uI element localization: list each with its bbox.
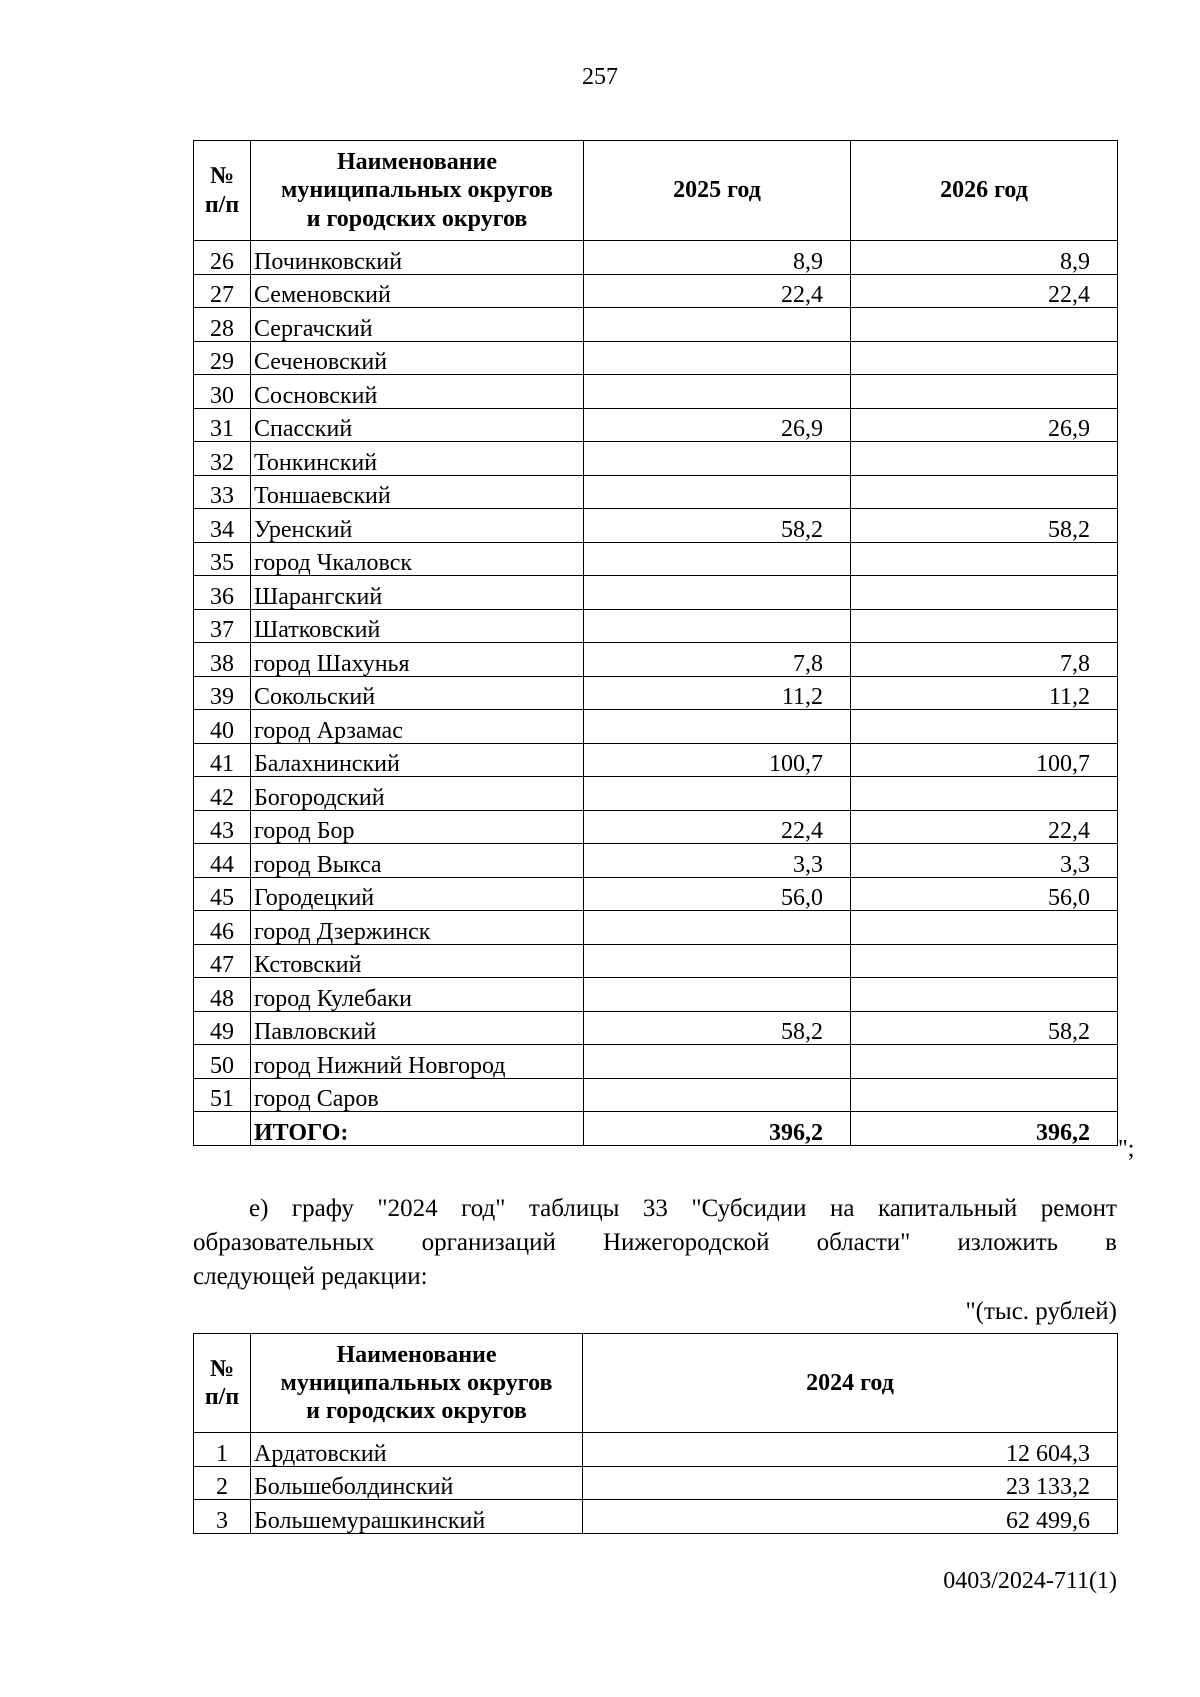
table-row (194, 475, 1118, 509)
row-value-2026: 22,4 (851, 274, 1118, 308)
table-row (194, 442, 1118, 476)
row-name: Сеченовский (251, 341, 584, 375)
row-value-2026 (851, 1078, 1118, 1112)
header-2026: 2026 год (851, 141, 1118, 241)
table-row (194, 676, 1118, 710)
table-row (194, 1433, 1118, 1467)
table-row (194, 911, 1118, 945)
row-name: Сергачский (251, 308, 584, 342)
row-name: Ардатовский (251, 1433, 583, 1467)
table-row (194, 576, 1118, 610)
header-name: Наименование муниципальных округов и городских округов (251, 141, 584, 241)
row-num: 42 (194, 777, 251, 811)
row-num: 49 (194, 1011, 251, 1045)
row-name: Балахнинский (251, 743, 584, 777)
row-value-2026 (851, 442, 1118, 476)
row-name: город Кулебаки (251, 978, 584, 1012)
row-value-2025: 58,2 (584, 1011, 851, 1045)
row-num: 48 (194, 978, 251, 1012)
table-row (194, 743, 1118, 777)
row-name: Кстовский (251, 944, 584, 978)
row-num: 51 (194, 1078, 251, 1112)
row-value-2025 (584, 1078, 851, 1112)
row-value-2025 (584, 375, 851, 409)
row-value-2025: 22,4 (584, 810, 851, 844)
total-2025: 396,2 (584, 1112, 851, 1146)
row-name: город Выкса (251, 844, 584, 878)
header-num: № п/п (194, 141, 251, 241)
row-num: 36 (194, 576, 251, 610)
row-num: 50 (194, 1045, 251, 1079)
table-row (194, 609, 1118, 643)
row-num: 32 (194, 442, 251, 476)
row-value-2025 (584, 777, 851, 811)
row-num: 31 (194, 408, 251, 442)
row-value-2026: 3,3 (851, 844, 1118, 878)
row-value-2026: 22,4 (851, 810, 1118, 844)
page-number: 257 (582, 64, 618, 90)
row-value-2026 (851, 475, 1118, 509)
row-value-2025: 3,3 (584, 844, 851, 878)
table-row (194, 375, 1118, 409)
table-row (194, 777, 1118, 811)
row-num: 45 (194, 877, 251, 911)
table-row (194, 1500, 1118, 1534)
table-row (194, 408, 1118, 442)
row-num: 2 (194, 1466, 251, 1500)
row-value-2026 (851, 576, 1118, 610)
row-value-2026: 26,9 (851, 408, 1118, 442)
row-value-2025 (584, 1045, 851, 1079)
row-num: 1 (194, 1433, 251, 1467)
row-name: Тонкинский (251, 442, 584, 476)
table-closing-quote: "; (1118, 1136, 1135, 1162)
row-value-2026: 100,7 (851, 743, 1118, 777)
header-2025: 2025 год (584, 141, 851, 241)
row-name: Семеновский (251, 274, 584, 308)
row-value-2025: 56,0 (584, 877, 851, 911)
row-name: Павловский (251, 1011, 584, 1045)
row-name: город Чкаловск (251, 542, 584, 576)
document-code: 0403/2024-711(1) (943, 1568, 1117, 1594)
row-value-2025 (584, 710, 851, 744)
row-num: 44 (194, 844, 251, 878)
table-row (194, 710, 1118, 744)
row-value-2025 (584, 978, 851, 1012)
row-value-2025: 11,2 (584, 676, 851, 710)
row-num: 40 (194, 710, 251, 744)
row-value-2024: 62 499,6 (583, 1500, 1118, 1534)
row-value-2025 (584, 475, 851, 509)
row-num: 33 (194, 475, 251, 509)
row-num: 39 (194, 676, 251, 710)
paragraph-line-3: следующей редакции: (193, 1263, 428, 1290)
total-label: ИТОГО: (251, 1112, 584, 1146)
row-value-2026: 58,2 (851, 1011, 1118, 1045)
paragraph-line-2: образовательных организаций Нижегородской области" изложить в (193, 1229, 1117, 1256)
table-row (194, 341, 1118, 375)
row-name: Тоншаевский (251, 475, 584, 509)
paragraph-text-1: е) графу "2024 год" таблицы 33 "Субсидии на капитальный ремонт (249, 1195, 1117, 1222)
row-num: 46 (194, 911, 251, 945)
paragraph-line-1 (193, 1192, 1117, 1226)
row-value-2026 (851, 777, 1118, 811)
row-num: 26 (194, 241, 251, 275)
row-value-2026 (851, 710, 1118, 744)
row-value-2025 (584, 944, 851, 978)
row-num: 43 (194, 810, 251, 844)
row-num: 38 (194, 643, 251, 677)
row-name: Сосновский (251, 375, 584, 409)
row-name: город Дзержинск (251, 911, 584, 945)
row-name: Спасский (251, 408, 584, 442)
table-row (194, 542, 1118, 576)
row-value-2024: 23 133,2 (583, 1466, 1118, 1500)
row-num: 34 (194, 509, 251, 543)
row-value-2026 (851, 1045, 1118, 1079)
table-row (194, 643, 1118, 677)
table-row (194, 978, 1118, 1012)
row-value-2025 (584, 542, 851, 576)
row-name: Шатковский (251, 609, 584, 643)
row-num: 27 (194, 274, 251, 308)
row-value-2025 (584, 341, 851, 375)
row-value-2025 (584, 911, 851, 945)
table-row (194, 308, 1118, 342)
row-value-2025 (584, 442, 851, 476)
row-name: Уренский (251, 509, 584, 543)
units-label: "(тыс. рублей) (965, 1298, 1117, 1325)
row-value-2026: 7,8 (851, 643, 1118, 677)
table-row (194, 810, 1118, 844)
table-header-row (194, 1334, 1118, 1433)
row-value-2026: 8,9 (851, 241, 1118, 275)
row-value-2025 (584, 308, 851, 342)
row-name: Городецкий (251, 877, 584, 911)
table-row (194, 877, 1118, 911)
row-value-2025: 8,9 (584, 241, 851, 275)
row-value-2026: 58,2 (851, 509, 1118, 543)
row-name: Богородский (251, 777, 584, 811)
table-row (194, 944, 1118, 978)
row-value-2026 (851, 375, 1118, 409)
row-num: 3 (194, 1500, 251, 1534)
capital-repair-table-2024 (193, 1333, 1118, 1534)
row-value-2025: 26,9 (584, 408, 851, 442)
row-value-2025 (584, 609, 851, 643)
table-row (194, 1011, 1118, 1045)
row-value-2026 (851, 542, 1118, 576)
row-value-2025 (584, 576, 851, 610)
row-name: город Саров (251, 1078, 584, 1112)
row-name: Большеболдинский (251, 1466, 583, 1500)
table-row (194, 509, 1118, 543)
row-value-2024: 12 604,3 (583, 1433, 1118, 1467)
row-num: 29 (194, 341, 251, 375)
row-value-2026 (851, 609, 1118, 643)
row-value-2025: 100,7 (584, 743, 851, 777)
table-row (194, 274, 1118, 308)
table-row (194, 1045, 1118, 1079)
total-num-cell (194, 1112, 251, 1146)
row-num: 30 (194, 375, 251, 409)
total-2026: 396,2 (851, 1112, 1118, 1146)
table-header-row (194, 141, 1118, 241)
row-num: 35 (194, 542, 251, 576)
row-num: 47 (194, 944, 251, 978)
row-value-2026 (851, 911, 1118, 945)
row-name: город Арзамас (251, 710, 584, 744)
row-name: Большемурашкинский (251, 1500, 583, 1534)
row-name: город Шахунья (251, 643, 584, 677)
row-name: Починковский (251, 241, 584, 275)
table-row (194, 844, 1118, 878)
header-2024: 2024 год (583, 1334, 1118, 1433)
row-name: Сокольский (251, 676, 584, 710)
row-value-2026: 11,2 (851, 676, 1118, 710)
row-num: 28 (194, 308, 251, 342)
row-value-2026 (851, 308, 1118, 342)
row-value-2026 (851, 978, 1118, 1012)
row-name: город Бор (251, 810, 584, 844)
row-num: 37 (194, 609, 251, 643)
row-value-2025: 7,8 (584, 643, 851, 677)
row-value-2026: 56,0 (851, 877, 1118, 911)
row-name: город Нижний Новгород (251, 1045, 584, 1079)
total-row (194, 1112, 1118, 1146)
header-name: Наименование муниципальных округов и городских округов (251, 1334, 583, 1433)
row-value-2025: 22,4 (584, 274, 851, 308)
row-value-2026 (851, 944, 1118, 978)
header-num: № п/п (194, 1334, 251, 1433)
subsidy-table-2025-2026 (193, 140, 1118, 1146)
row-value-2026 (851, 341, 1118, 375)
table-row (194, 241, 1118, 275)
row-name: Шарангский (251, 576, 584, 610)
table-row (194, 1078, 1118, 1112)
table-row (194, 1466, 1118, 1500)
row-num: 41 (194, 743, 251, 777)
row-value-2025: 58,2 (584, 509, 851, 543)
